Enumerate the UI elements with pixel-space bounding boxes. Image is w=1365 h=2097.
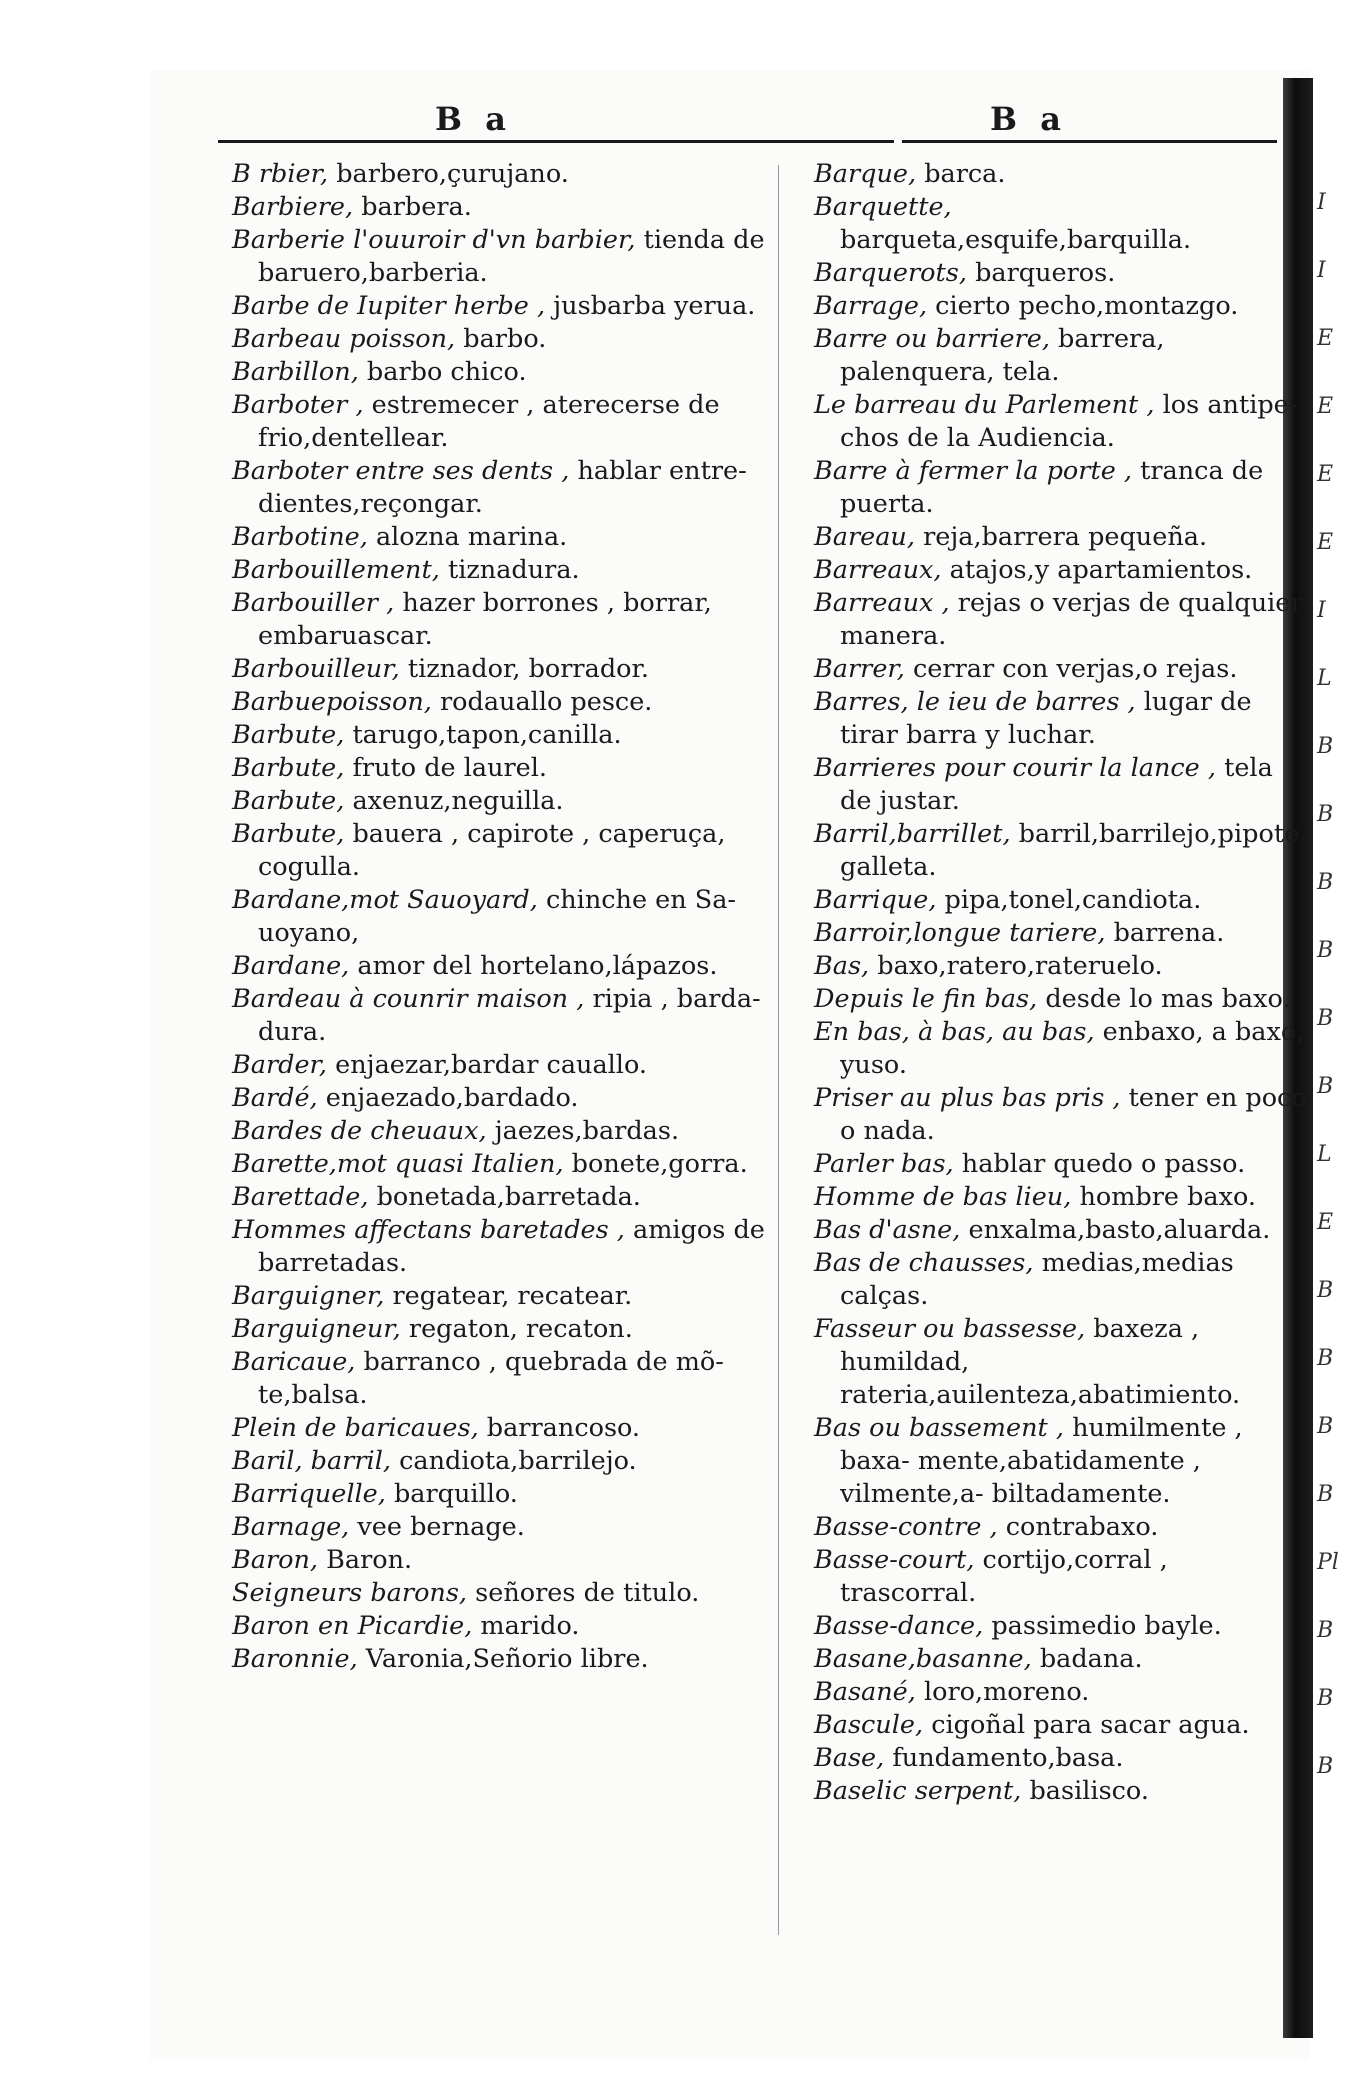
entry-definition: barbero,çurujano. [336,159,569,189]
facing-page-letter: E [1317,326,1334,351]
dictionary-entry [814,1148,1310,1181]
dictionary-entry [232,752,778,785]
entry-definition: bonete,gorra. [571,1149,748,1179]
entry-headword: Bascule, [814,1710,924,1740]
entry-headword: Depuis le fin bas, [814,984,1038,1014]
entry-definition: desde lo mas baxo. [1045,984,1291,1014]
dictionary-entry [814,818,1310,884]
dictionary-entry [232,1148,778,1181]
dictionary-entry [814,1643,1310,1676]
entry-headword: Fasseur ou bassesse, [814,1314,1086,1344]
entry-headword: Basané, [814,1677,916,1707]
entry-definition: badana. [1039,1644,1143,1674]
dictionary-entry [814,389,1310,455]
dictionary-entry [814,884,1310,917]
entry-definition: tiznadura. [447,555,580,585]
entry-definition: enxalma,basto,aluarda. [968,1215,1271,1245]
entry-definition: pipa,tonel,candiota. [944,885,1202,915]
entry-headword: Barrer, [814,654,905,684]
entry-definition: enjaezar,bardar cauallo. [335,1050,647,1080]
entry-definition: barca. [924,159,1006,189]
entry-definition: alozna marina. [375,522,568,552]
facing-page-letter: I [1317,598,1326,623]
header-rule-left [218,140,894,143]
entry-definition: chinche en Sa- uoyano, [258,885,737,948]
facing-page-letter: L [1317,666,1332,691]
entry-headword: Barrieres pour courir la lance , [814,753,1216,783]
entry-headword: Barbute, [232,720,345,750]
dictionary-entry [814,1676,1310,1709]
facing-page-letter: B [1317,1074,1334,1099]
dictionary-entry [232,587,778,653]
left-column [232,158,765,1676]
entry-definition: barrancoso. [486,1413,641,1443]
entry-headword: Bas, [814,951,870,981]
entry-definition: amor del hortelano,lápazos. [357,951,718,981]
facing-page-letter: B [1317,1482,1334,1507]
entry-headword: Barberie l'ouuroir d'vn barbier, [232,225,636,255]
dictionary-entry [814,587,1310,653]
dictionary-entry [814,1181,1310,1214]
dictionary-entry [814,1544,1310,1610]
facing-page-letter: E [1317,394,1334,419]
entry-definition: cerrar con verjas,o rejas. [913,654,1238,684]
dictionary-entry [232,389,778,455]
dictionary-entry [814,554,1310,587]
entry-headword: Barette,mot quasi Italien, [232,1149,564,1179]
entry-headword: Barres, le ieu de barres , [814,687,1136,717]
entry-headword: Bareau, [814,522,915,552]
dictionary-entry [814,521,1310,554]
dictionary-entry [814,1214,1310,1247]
dictionary-entry [814,1082,1310,1148]
dictionary-entry [814,1511,1310,1544]
dictionary-entry [232,290,778,323]
dictionary-entry [232,653,778,686]
entry-headword: Basse-court, [814,1545,975,1575]
facing-page-letter: B [1317,1618,1334,1643]
dictionary-entry [232,356,778,389]
dictionary-entry [232,1412,778,1445]
entry-definition: barrera, palenquera, tela. [840,324,1165,387]
column-separator [778,165,779,1935]
dictionary-entry [814,1742,1310,1775]
entry-headword: Baron en Picardie, [232,1611,473,1641]
entry-headword: Bardeau à counrir maison , [232,984,585,1014]
entry-definition: basilisco. [1029,1776,1149,1806]
dictionary-entry [232,1643,778,1676]
entry-definition: hazer borrones , borrar, embaruascar. [258,588,712,651]
dictionary-entry [232,983,778,1049]
entry-definition: tiznador, borrador. [407,654,649,684]
facing-page-letter: B [1317,870,1334,895]
facing-page-letter: B [1317,1346,1334,1371]
entry-definition: vee bernage. [357,1512,525,1542]
entry-definition: contrabaxo. [1005,1512,1159,1542]
dictionary-entry [814,191,1310,257]
entry-definition: loro,moreno. [923,1677,1090,1707]
entry-definition: baxo,ratero,rateruelo. [877,951,1163,981]
dictionary-entry [814,1775,1310,1808]
facing-page-letter: B [1317,802,1334,827]
entry-headword: Barboter entre ses dents , [232,456,570,486]
entry-headword: Barquette, [814,192,952,222]
entry-headword: Barreaux , [814,588,950,618]
entry-headword: Basane,basanne, [814,1644,1032,1674]
facing-page-letter: E [1317,530,1334,555]
entry-headword: Barreaux, [814,555,942,585]
facing-page-letter: I [1317,258,1326,283]
entry-definition: amigos de barretadas. [258,1215,765,1278]
entry-definition: cortijo,corral , trascorral. [840,1545,1168,1608]
entry-definition: atajos,y apartamientos. [949,555,1253,585]
dictionary-entry [814,290,1310,323]
entry-headword: Barboter , [232,390,364,420]
facing-page-letter: B [1317,1414,1334,1439]
entry-definition: enbaxo, a baxo, yuso. [840,1017,1305,1080]
dictionary-entry [814,983,1310,1016]
entry-headword: Barbuepoisson, [232,687,432,717]
dictionary-entry [232,818,778,884]
entry-definition: bonetada,barretada. [376,1182,641,1212]
entry-headword: Bardane,mot Sauoyard, [232,885,538,915]
entry-headword: Barque, [814,159,917,189]
entry-definition: medias,medias calças. [840,1248,1234,1311]
entry-definition: passimedio bayle. [991,1611,1222,1641]
entry-headword: Basse-contre , [814,1512,998,1542]
entry-definition: barquillo. [393,1479,518,1509]
entry-definition: jaezes,bardas. [494,1116,680,1146]
entry-headword: Barbe de Iupiter herbe , [232,291,546,321]
entry-headword: Barre ou barriere, [814,324,1050,354]
entry-headword: Barguigneur, [232,1314,401,1344]
entry-definition: axenuz,neguilla. [352,786,564,816]
dictionary-entry [232,686,778,719]
entry-headword: Baricaue, [232,1347,356,1377]
entry-definition: Baron. [326,1545,413,1575]
entry-headword: Barre à fermer la porte , [814,456,1132,486]
dictionary-entry [232,719,778,752]
entry-definition: baxeza , humildad, rateria,auilenteza,abatimiento. [840,1314,1241,1410]
entry-definition: reja,barrera pequeña. [923,522,1208,552]
entry-definition: tener en poco o nada. [840,1083,1307,1146]
entry-definition: tranca de puerta. [840,456,1264,519]
facing-page-letter: E [1317,462,1334,487]
dictionary-entry [814,1610,1310,1643]
entry-definition: candiota,barrilejo. [399,1446,637,1476]
dictionary-entry [814,323,1310,389]
entry-headword: Barbouillement, [232,555,440,585]
facing-page-letter: Pl [1317,1550,1339,1575]
entry-headword: Barder, [232,1050,328,1080]
entry-definition: hablar quedo o passo. [961,1149,1246,1179]
dictionary-entry [232,1610,778,1643]
dictionary-entry [232,1115,778,1148]
dictionary-entry [232,323,778,356]
facing-page-letter: B [1317,1686,1334,1711]
dictionary-entry [232,1214,778,1280]
entry-headword: Barrage, [814,291,928,321]
entry-headword: B rbier, [232,159,329,189]
facing-page-letter: L [1317,1142,1332,1167]
facing-page-letter: B [1317,938,1334,963]
entry-definition: bauera , capirote , caperuça, cogulla. [258,819,726,882]
facing-page-letter: B [1317,734,1334,759]
entry-definition: barqueros. [975,258,1116,288]
dictionary-entry [232,1511,778,1544]
entry-definition: cigoñal para sacar agua. [931,1710,1250,1740]
dictionary-entry [232,1445,778,1478]
entry-headword: Baron, [232,1545,319,1575]
entry-headword: Barril,barrillet, [814,819,1011,849]
entry-definition: regatear, recatear. [392,1281,633,1311]
entry-headword: Bardé, [232,1083,318,1113]
entry-headword: Priser au plus bas pris , [814,1083,1121,1113]
dictionary-entry [232,1049,778,1082]
dictionary-entry [814,752,1310,818]
dictionary-entry [814,917,1310,950]
dictionary-entry [814,1016,1310,1082]
header-rule-right [902,140,1277,143]
dictionary-entry [814,950,1310,983]
entry-headword: Barriquelle, [232,1479,386,1509]
dictionary-entry [814,455,1310,521]
entry-definition: barqueta,esquife,barquilla. [840,225,1192,255]
entry-definition: ripia , barda- dura. [258,984,761,1047]
entry-definition: enjaezado,bardado. [325,1083,579,1113]
entry-definition: barril,barrilejo,pipote, galleta. [840,819,1308,882]
entry-definition: jusbarba yerua. [553,291,756,321]
dictionary-entry [232,158,778,191]
entry-headword: Barbillon, [232,357,359,387]
facing-page-letter: B [1317,1278,1334,1303]
dictionary-entry [232,1181,778,1214]
entry-headword: Barbeau poisson, [232,324,456,354]
dictionary-entry [232,1544,778,1577]
facing-page-letter: E [1317,1210,1334,1235]
entry-headword: Baril, barril, [232,1446,391,1476]
dictionary-entry [814,1709,1310,1742]
entry-headword: Base, [814,1743,885,1773]
entry-definition: cierto pecho,montazgo. [935,291,1239,321]
entry-headword: Baronnie, [232,1644,358,1674]
entry-headword: Le barreau du Parlement , [814,390,1155,420]
dictionary-entry [232,950,778,983]
dictionary-entry [232,224,778,290]
entry-definition: fundamento,basa. [892,1743,1124,1773]
entry-headword: Basse-dance, [814,1611,984,1641]
dictionary-entry [232,191,778,224]
dictionary-entry [232,1313,778,1346]
entry-headword: En bas, à bas, au bas, [814,1017,1095,1047]
dictionary-entry [814,653,1310,686]
entry-headword: Bas de chausses, [814,1248,1034,1278]
facing-page-edge [1313,190,1353,1840]
entry-definition: barbo chico. [366,357,527,387]
entry-headword: Bas d'asne, [814,1215,961,1245]
entry-definition: barrena. [1113,918,1225,948]
entry-headword: Baselic serpent, [814,1776,1022,1806]
dictionary-entry [232,521,778,554]
running-head-left: B a [435,100,512,138]
entry-definition: tela de justar. [840,753,1273,816]
entry-definition: rodauallo pesce. [439,687,653,717]
entry-definition: hombre baxo. [1079,1182,1257,1212]
entry-definition: barbo. [463,324,547,354]
dictionary-entry [814,686,1310,752]
right-column [814,158,1308,1808]
facing-page-letter: B [1317,1754,1334,1779]
entry-headword: Homme de bas lieu, [814,1182,1072,1212]
entry-headword: Barguigner, [232,1281,385,1311]
entry-headword: Barettade, [232,1182,369,1212]
entry-headword: Bardane, [232,951,350,981]
entry-definition: rejas o verjas de qualquier manera. [840,588,1303,651]
dictionary-entry [814,158,1310,191]
entry-definition: humilmente , baxa- mente,abatidamente , vilmente,a- biltadamente. [840,1413,1243,1509]
entry-headword: Barbouilleur, [232,654,400,684]
dictionary-entry [232,1478,778,1511]
dictionary-entry [232,1280,778,1313]
entry-headword: Parler bas, [814,1149,954,1179]
dictionary-entry [232,1346,778,1412]
entry-definition: los antipe- chos de la Audiencia. [840,390,1298,453]
running-head-right: B a [990,100,1067,138]
facing-page-letter: I [1317,190,1326,215]
dictionary-entry [814,1247,1310,1313]
entry-headword: Barbute, [232,819,345,849]
entry-headword: Hommes affectans baretades , [232,1215,625,1245]
dictionary-entry [232,884,778,950]
entry-definition: fruto de laurel. [352,753,548,783]
entry-headword: Barbiere, [232,192,354,222]
entry-definition: hablar entre- dientes,reçongar. [258,456,747,519]
entry-definition: señores de titulo. [475,1578,700,1608]
facing-page-letter: B [1317,1006,1334,1031]
dictionary-entry [814,1412,1310,1511]
entry-headword: Seigneurs barons, [232,1578,468,1608]
entry-definition: barranco , quebrada de mõ- te,balsa. [258,1347,724,1410]
entry-headword: Barrique, [814,885,937,915]
dictionary-entry [232,785,778,818]
dictionary-entry [814,257,1310,290]
entry-definition: estremecer , aterecerse de frio,dentellear. [258,390,720,453]
entry-headword: Barbute, [232,753,345,783]
entry-headword: Barnage, [232,1512,350,1542]
entry-headword: Barquerots, [814,258,967,288]
entry-headword: Barbute, [232,786,345,816]
entry-headword: Barbotine, [232,522,368,552]
dictionary-entry [814,1313,1310,1412]
entry-definition: marido. [480,1611,580,1641]
entry-headword: Barroir,longue tariere, [814,918,1106,948]
entry-definition: regaton, recaton. [408,1314,633,1344]
entry-headword: Barbouiller , [232,588,395,618]
entry-headword: Bas ou bassement , [814,1413,1064,1443]
entry-definition: Varonia,Señorio libre. [365,1644,649,1674]
dictionary-entry [232,554,778,587]
entry-definition: tarugo,tapon,canilla. [352,720,622,750]
entry-headword: Plein de baricaues, [232,1413,479,1443]
entry-definition: tienda de baruero,barberia. [258,225,765,288]
entry-definition: barbera. [361,192,472,222]
dictionary-entry [232,1082,778,1115]
entry-headword: Bardes de cheuaux, [232,1116,487,1146]
dictionary-entry [232,1577,778,1610]
dictionary-entry [232,455,778,521]
entry-definition: lugar de tirar barra y luchar. [840,687,1252,750]
